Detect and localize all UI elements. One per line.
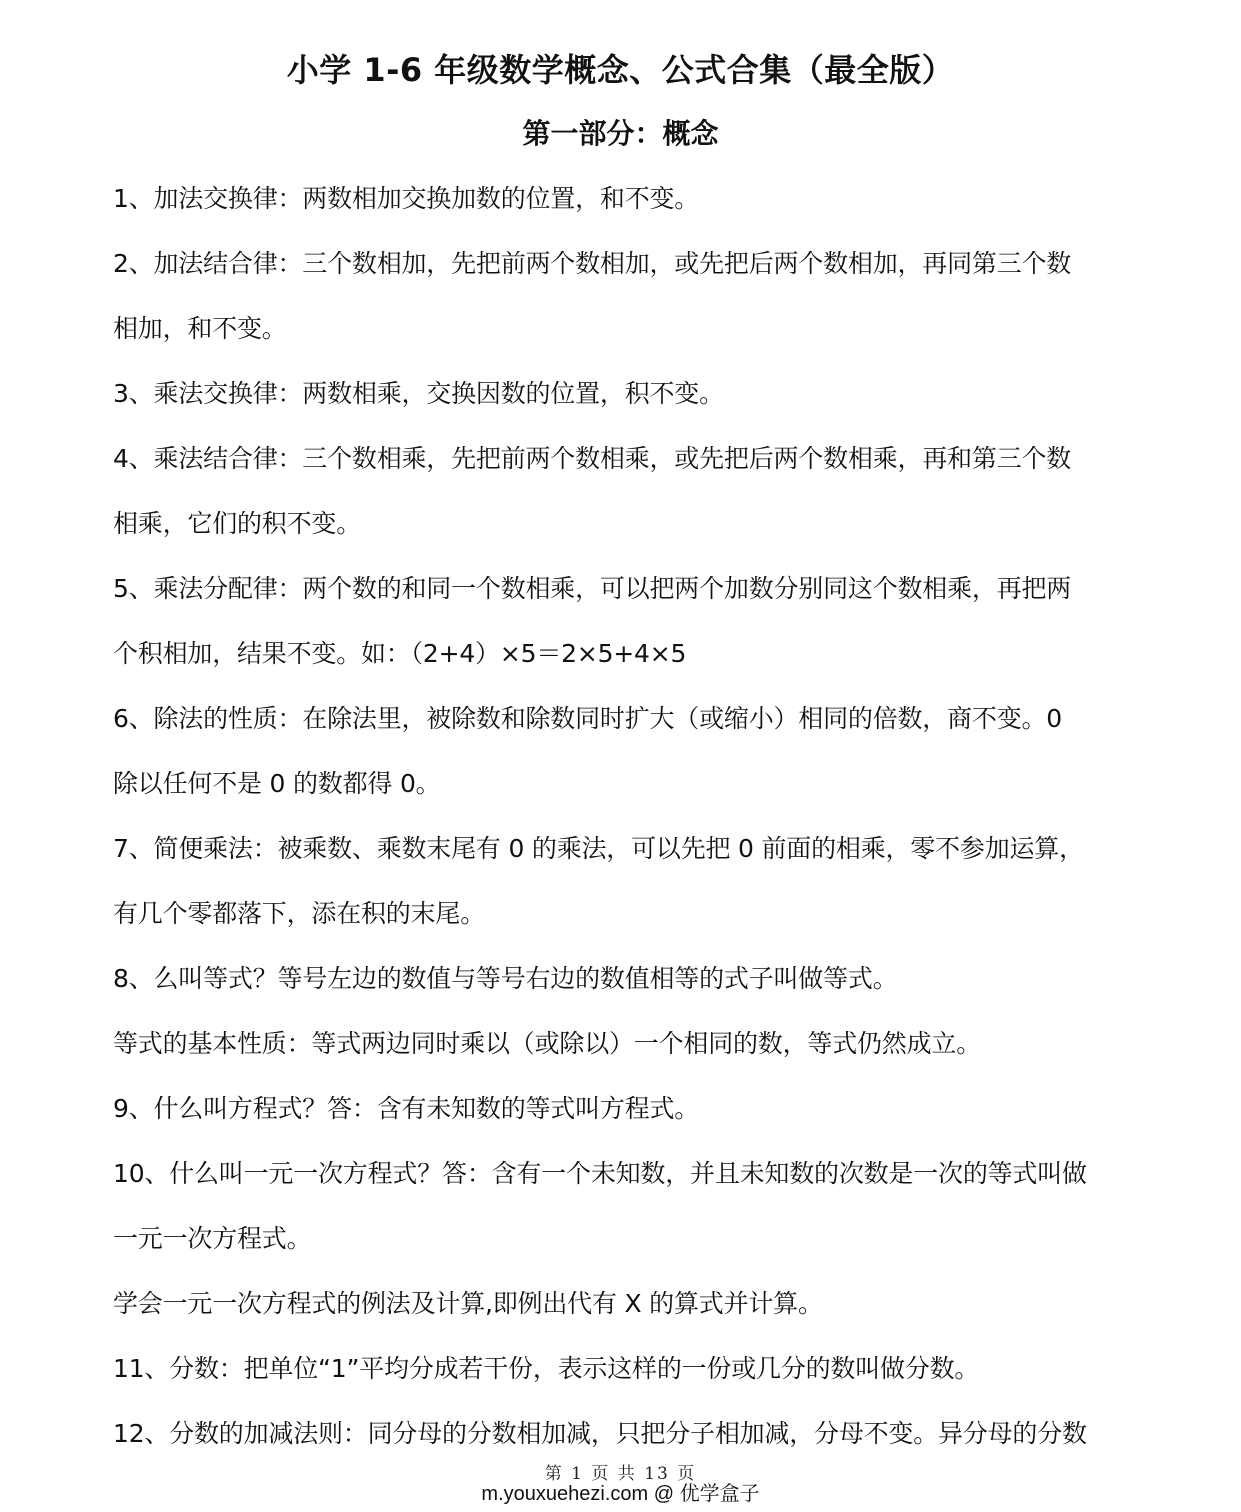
- text-line: 2、加法结合律：三个数相加，先把前两个数相加，或先把后两个数相加，再同第三个数: [113, 249, 1072, 278]
- text-line: 6、除法的性质：在除法里，被除数和除数同时扩大（或缩小）相同的倍数，商不变。0: [113, 704, 1063, 733]
- watermark-text: m.youxuehezi.com @ 优学盒子: [481, 1483, 760, 1505]
- text-line: 相乘，它们的积不变。: [113, 509, 362, 538]
- section-title: 第一部分：概念: [522, 117, 719, 150]
- text-line: 有几个零都落下，添在积的末尾。: [113, 899, 486, 928]
- text-line: 5、乘法分配律：两个数的和同一个数相乘，可以把两个加数分别同这个数相乘，再把两: [113, 574, 1072, 603]
- page-title: 小学 1-6 年级数学概念、公式合集（最全版）: [286, 51, 955, 89]
- text-line: 学会一元一次方程式的例法及计算,即例出代有 X 的算式并计算。: [113, 1289, 823, 1318]
- text-line: 一元一次方程式。: [113, 1224, 312, 1253]
- text-line: 个积相加，结果不变。如：（2+4）×5＝2×5+4×5: [113, 639, 687, 668]
- text-line: 12、分数的加减法则：同分母的分数相加减，只把分子相加减，分母不变。异分母的分数: [113, 1419, 1087, 1448]
- text-line: 10、什么叫一元一次方程式？答：含有一个未知数，并且未知数的次数是一次的等式叫做: [113, 1159, 1087, 1188]
- text-line: 相加，和不变。: [113, 314, 287, 343]
- text-line: 8、么叫等式？等号左边的数值与等号右边的数值相等的式子叫做等式。: [113, 964, 898, 993]
- text-line: 除以任何不是 0 的数都得 0。: [113, 769, 441, 798]
- text-line: 4、乘法结合律：三个数相乘，先把前两个数相乘，或先把后两个数相乘，再和第三个数: [113, 444, 1072, 473]
- text-line: 3、乘法交换律：两数相乘，交换因数的位置，积不变。: [113, 379, 724, 408]
- page-number: 第 1 页 共 13 页: [544, 1464, 697, 1484]
- text-line: 1、加法交换律：两数相加交换加数的位置，和不变。: [113, 184, 700, 213]
- text-line: 等式的基本性质：等式两边同时乘以（或除以）一个相同的数，等式仍然成立。: [113, 1029, 982, 1058]
- text-line: 7、简便乘法：被乘数、乘数末尾有 0 的乘法，可以先把 0 前面的相乘，零不参加运算，: [113, 834, 1084, 863]
- text-line: 9、什么叫方程式？答：含有未知数的等式叫方程式。: [113, 1094, 700, 1123]
- text-line: 11、分数：把单位“1”平均分成若干份，表示这样的一份或几分的数叫做分数。: [113, 1354, 980, 1383]
